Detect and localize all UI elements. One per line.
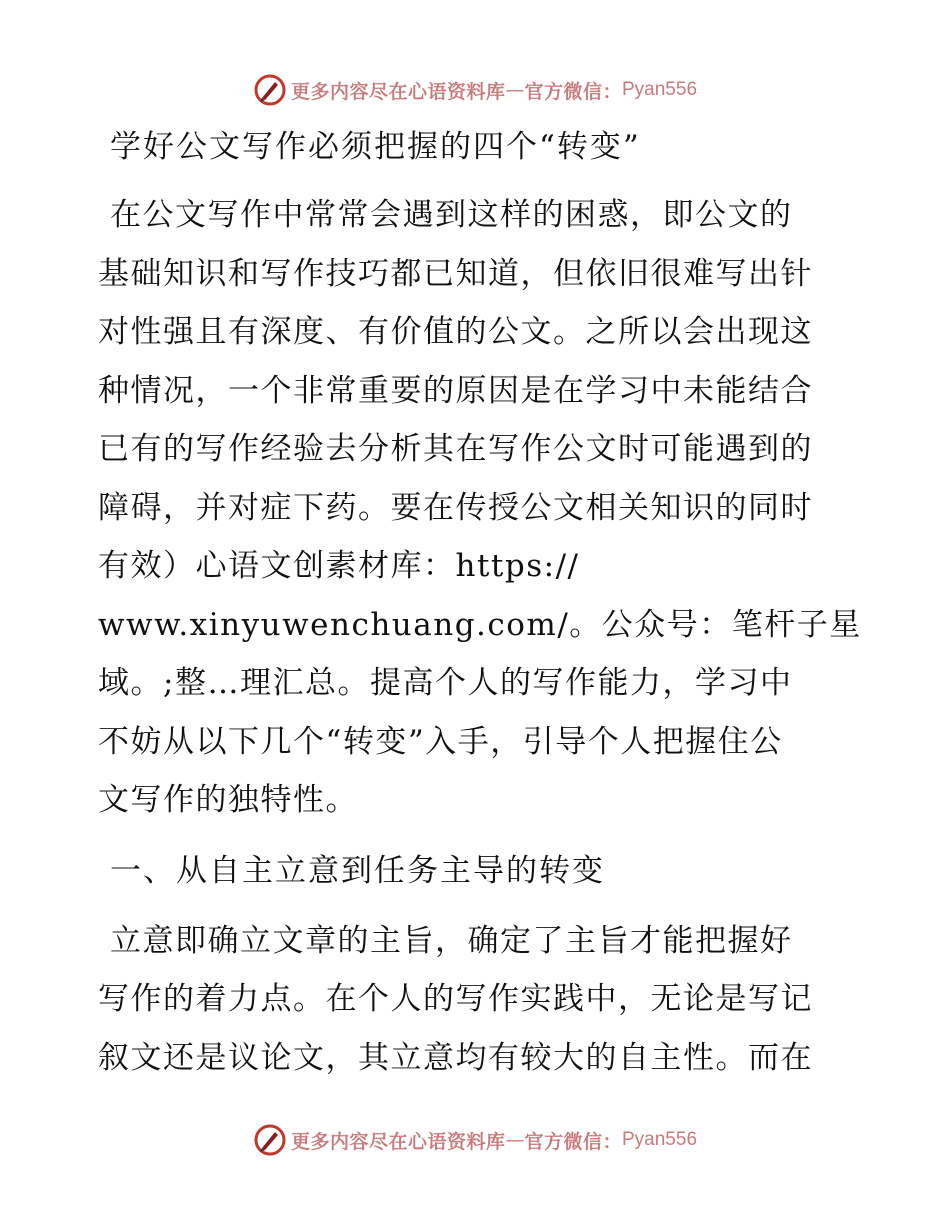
paragraph-line: 对性强且有深度、有价值的公文。之所以会出现这	[98, 314, 813, 350]
section-heading: 一、从自主立意到任务主导的转变	[110, 852, 605, 889]
paragraph-line: 基础知识和写作技巧都已知道，但依旧很难写出针	[98, 255, 813, 292]
paragraph-line: 域。;整…理汇总。提高个人的写作能力，学习中	[98, 665, 793, 701]
paragraph-line: 文写作的独特性。	[98, 782, 358, 818]
document-title: 学好公文写作必须把握的四个“转变”	[110, 129, 641, 165]
paragraph-line: 立意即确立文章的主旨，确定了主旨才能把握好	[110, 922, 793, 959]
banner-text: 更多内容尽在心语资料库	[290, 80, 506, 103]
quill-circle-icon	[253, 73, 287, 107]
paragraph-line: 叙文还是议论文，其立意均有较大的自主性。而在	[98, 1039, 813, 1076]
paragraph-line: www.xinyuwenchuang.com/。公众号：笔杆子星	[98, 606, 862, 643]
paragraph-2	[98, 912, 850, 1088]
paragraph-line: 有效）心语文创素材库：https://	[98, 548, 580, 584]
paragraph-line: 在公文写作中常常会遇到这样的困惑，即公文的	[110, 197, 793, 233]
banner-wechat-id: Pyan556	[622, 1129, 698, 1150]
banner-text: 更多内容尽在心语资料库	[290, 1130, 506, 1153]
banner-separator: —	[505, 1129, 525, 1151]
paragraph-line: 障碍，并对症下药。要在传授公文相关知识的同时	[98, 489, 813, 526]
banner-wechat-label: 官方微信：	[524, 80, 622, 103]
paragraph-1	[98, 186, 862, 830]
header-banner	[0, 70, 950, 110]
document-body	[98, 118, 862, 1087]
banner-wechat-id: Pyan556	[622, 79, 698, 100]
footer-banner	[0, 1120, 950, 1160]
banner-wechat-label: 官方微信：	[524, 1130, 622, 1153]
quill-circle-icon	[253, 1123, 287, 1157]
banner-separator: —	[505, 79, 525, 101]
paragraph-line: 种情况，一个非常重要的原因是在学习中未能结合	[98, 372, 813, 409]
paragraph-line: 不妨从以下几个“转变”入手，引导个人把握住公	[98, 723, 783, 760]
paragraph-line: 写作的着力点。在个人的写作实践中，无论是写记	[98, 981, 813, 1017]
paragraph-line: 已有的写作经验去分析其在写作公文时可能遇到的	[98, 431, 813, 467]
